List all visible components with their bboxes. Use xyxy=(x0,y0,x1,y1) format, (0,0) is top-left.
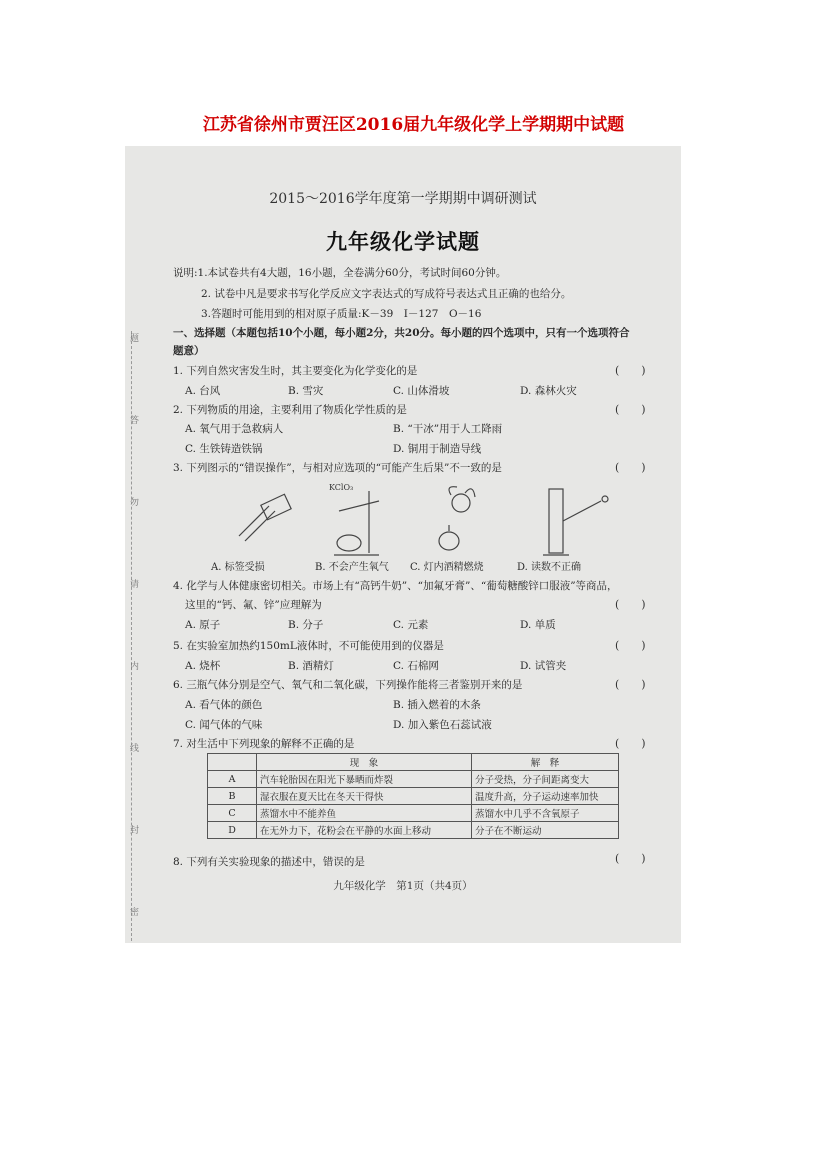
figure-a-pouring xyxy=(239,494,291,541)
page-footer: 九年级化学 第1页（共4页） xyxy=(333,880,473,892)
table-row xyxy=(208,788,619,805)
q7-table xyxy=(207,753,619,839)
binding-char: 答 xyxy=(130,416,140,426)
document-title: 江苏省徐州市贾汪区2016届九年级化学上学期期中试题 xyxy=(202,115,625,135)
question-7-stem: 7. 对生活中下列现象的解释不正确的是 xyxy=(173,738,355,750)
answer-paren: ( ) xyxy=(615,639,646,652)
row-explanation: 蒸馏水中几乎不含氧原子 xyxy=(472,805,619,822)
q4-option-c: C. 元素 xyxy=(393,619,429,631)
row-phenomenon: 湿衣服在夏天比在冬天干得快 xyxy=(257,788,472,805)
q1-option-b: B. 雪灾 xyxy=(288,385,324,397)
section-heading: 一、选择题（本题包括10个小题，每小题2分，共20分。每小题的四个选项中，只有一个选项符合 xyxy=(173,327,630,339)
binding-char: 请 xyxy=(130,580,140,590)
binding-char: 勿 xyxy=(130,498,140,508)
table-row xyxy=(208,822,619,839)
table-row xyxy=(208,805,619,822)
binding-char: 内 xyxy=(130,662,140,672)
table-header-phenomenon: 现 象 xyxy=(257,754,472,771)
q6-option-b: B. 插入燃着的木条 xyxy=(393,699,481,711)
exam-header: 2015～2016学年度第一学期期中调研测试 xyxy=(269,191,537,207)
q1-option-c: C. 山体滑坡 xyxy=(393,385,450,397)
question-2-stem: 2. 下列物质的用途，主要利用了物质化学性质的是 xyxy=(173,404,407,416)
table-header-explanation: 解 释 xyxy=(472,754,619,771)
row-explanation: 分子受热，分子间距离变大 xyxy=(472,771,619,788)
q2-option-b: B. “干冰”用于人工降雨 xyxy=(393,423,503,435)
q4-option-a: A. 原子 xyxy=(185,619,221,631)
row-phenomenon: 汽车轮胎因在阳光下暴晒而炸裂 xyxy=(257,771,472,788)
row-phenomenon: 蒸馏水中不能养鱼 xyxy=(257,805,472,822)
row-phenomenon: 在无外力下，花粉会在平静的水面上移动 xyxy=(257,822,472,839)
figure-kclo3-label: KClO₃ xyxy=(329,483,354,492)
answer-paren: ( ) xyxy=(615,737,646,750)
figure-d-cylinder xyxy=(543,489,608,555)
question-4-stem: 4. 化学与人体健康密切相关。市场上有“高钙牛奶”、“加氟牙膏”、“葡萄糖酸锌口服液”等商品， xyxy=(173,580,618,592)
figure-b-heating xyxy=(334,491,379,555)
q3-option-b: B. 不会产生氧气 xyxy=(315,562,389,573)
q6-option-d: D. 加入紫色石蕊试液 xyxy=(393,719,492,731)
question-5-stem: 5. 在实验室加热约150mL液体时，不可能使用到的仪器是 xyxy=(173,640,444,652)
answer-paren: ( ) xyxy=(615,461,646,474)
q1-option-a: A. 台风 xyxy=(185,385,221,397)
question-4-stem-cont: 这里的“钙、氟、锌”应理解为 xyxy=(185,599,322,611)
q2-option-c: C. 生铁铸造铁锅 xyxy=(185,443,263,455)
table-header-row xyxy=(208,754,619,771)
q3-figures xyxy=(229,481,629,561)
q1-option-d: D. 森林火灾 xyxy=(520,385,577,397)
row-key: D xyxy=(208,822,257,839)
q4-option-b: B. 分子 xyxy=(288,619,324,631)
binding-char: 题 xyxy=(130,334,140,344)
answer-paren: ( ) xyxy=(615,852,646,865)
q4-option-d: D. 单质 xyxy=(520,619,556,631)
q2-option-d: D. 铜用于制造导线 xyxy=(393,443,482,455)
question-8-stem: 8. 下列有关实验现象的描述中，错误的是 xyxy=(173,856,365,868)
exam-title: 九年级化学试题 xyxy=(326,229,480,254)
binding-margin xyxy=(131,331,146,941)
answer-paren: ( ) xyxy=(615,403,646,416)
table-row xyxy=(208,771,619,788)
q6-option-a: A. 看气体的颜色 xyxy=(185,699,263,711)
question-6-stem: 6. 三瓶气体分别是空气、氧气和二氧化碳，下列操作能将三者鉴别开来的是 xyxy=(173,679,523,691)
q3-option-c: C. 灯内酒精燃烧 xyxy=(410,562,484,573)
scanned-exam-page xyxy=(125,146,681,943)
row-explanation: 温度升高，分子运动速率加快 xyxy=(472,788,619,805)
binding-char: 密 xyxy=(130,908,140,918)
section-heading-cont: 题意） xyxy=(173,345,205,357)
question-3-stem: 3. 下列图示的“错误操作”，与相对应选项的“可能产生后果”不一致的是 xyxy=(173,462,502,474)
table-header-blank xyxy=(208,754,257,771)
q5-option-c: C. 石棉网 xyxy=(393,660,439,672)
row-key: C xyxy=(208,805,257,822)
row-key: B xyxy=(208,788,257,805)
binding-char: 线 xyxy=(130,744,140,754)
row-explanation: 分子在不断运动 xyxy=(472,822,619,839)
binding-char: 封 xyxy=(130,826,140,836)
instruction-2: 2. 试卷中凡是要求书写化学反应文字表达式的写成符号表达式且正确的也给分。 xyxy=(201,288,572,300)
q3-option-a: A. 标签受损 xyxy=(211,562,265,573)
q6-option-c: C. 闻气体的气味 xyxy=(185,719,263,731)
answer-paren: ( ) xyxy=(615,678,646,691)
row-key: A xyxy=(208,771,257,788)
figure-c-lamp xyxy=(439,487,475,550)
question-1-stem: 1. 下列自然灾害发生时，其主要变化为化学变化的是 xyxy=(173,365,418,377)
answer-paren: ( ) xyxy=(615,598,646,611)
q5-option-a: A. 烧杯 xyxy=(185,660,221,672)
q5-option-d: D. 试管夹 xyxy=(520,660,567,672)
q3-option-d: D. 读数不正确 xyxy=(517,562,582,573)
instruction-1: 说明:1.本试卷共有4大题，16小题，全卷满分60分，考试时间60分钟。 xyxy=(173,267,507,279)
q2-option-a: A. 氧气用于急救病人 xyxy=(185,423,284,435)
instruction-3: 3.答题时可能用到的相对原子质量:K－39 I－127 O－16 xyxy=(201,308,482,320)
answer-paren: ( ) xyxy=(615,364,646,377)
q5-option-b: B. 酒精灯 xyxy=(288,660,334,672)
